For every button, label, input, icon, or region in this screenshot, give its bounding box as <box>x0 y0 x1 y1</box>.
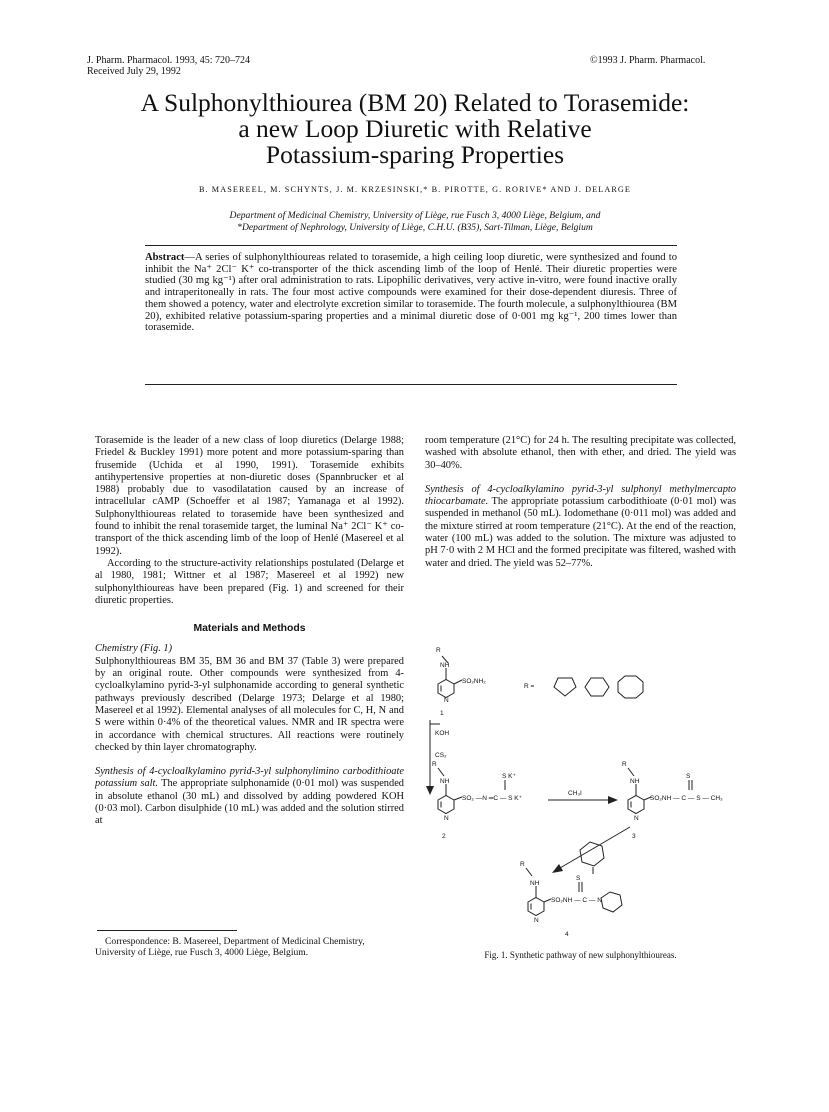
c1-r-label: R <box>436 647 441 654</box>
left-column <box>95 435 404 828</box>
footnote-rule <box>97 930 237 931</box>
intro-paragraph-1: Torasemide is the leader of a new class of loop diuretics (Delarge 1988; Friedel & Buckley 1991) more potent and more potassium-sparing than frusemide (Uchida et al 1990, 1991). Torasemide exhibits antihypertensive properties at non-diuretic doses (Spannbrucker et al 1988) probably due to vasodilatation caused by an increase of intracellular cAMP (Schoeffer et al 1987; Yamanaga et al 1992). Sulphonylthioureas related to torasemide have been synthesized and found to inhibit the renal torasemide target, the luminal Na⁺ 2Cl⁻ K⁺ co-transport of the thick ascending limb of the loop of Henlé (Masereel et al 1992). <box>95 435 404 557</box>
compound-1-number: 1 <box>440 710 444 717</box>
subsection-chemistry: Chemistry (Fig. 1) <box>95 643 173 655</box>
compound-2-number: 2 <box>442 833 446 840</box>
synthesis-1-heading: Synthesis of 4-cycloalkylamino pyrid-3-yl sulphonylimino carbodithioate potassium salt. <box>95 766 404 790</box>
intro-paragraph-2: According to the structure-activity relationships postulated (Delarge et al 1980, 1981; Wittner et al 1987; Masereel et al 1992) new sulphonylthioureas have been prepared (Fig. 1) and screened for their diuretic properties. <box>95 557 404 606</box>
synthesis-paragraph-2 <box>425 484 736 570</box>
abstract-top-rule <box>145 245 677 246</box>
c4-s-label: S <box>576 875 581 882</box>
right-column <box>425 435 736 570</box>
c4-r-label: R <box>520 861 525 868</box>
affiliation-1: Department of Medicinal Chemistry, University of Liège, rue Fusch 3, 4000 Liège, Belgium, and <box>229 210 601 221</box>
journal-citation: J. Pharm. Pharmacol. 1993, 45: 720–724 <box>87 55 251 66</box>
synthesis-paragraph-1 <box>95 766 404 827</box>
piperidinyl-ring <box>601 892 622 912</box>
cyclohexyl-ring <box>585 678 609 696</box>
koh-label: KOH <box>435 730 450 737</box>
authors: B. MASEREEL, M. SCHYNTS, J. M. KRZESINSKI,* B. PIROTTE, G. RORIVE* AND J. DELARGE <box>198 185 632 194</box>
r-equals-label: R = <box>524 683 535 690</box>
cyclopentyl-ring <box>554 678 576 696</box>
c4-nh-label: NH <box>530 880 540 887</box>
synthesis-1-text: The appropriate sulphonamide (0·01 mol) was suspended in absolute ethanol (30 mL) and dissolved by adding powdered KOH (0·03 mol). Carbon disulphide (10 mL) was added and the solution stirred at <box>95 778 404 827</box>
compound-3-number: 3 <box>632 833 636 840</box>
chemistry-paragraph: Sulphonylthioureas BM 35, BM 36 and BM 37 (Table 3) were prepared by an original route. Other compounds were synthesized from 4-cycloalkylamino pyrid-3-yl sulphonamide according to general synthetic pathways previously described (Delarge 1973; Delarge et al 1980; Masereel et al 1992). Elemental analyses of all molecules for C, H, N and S were within 0·4% of the theoretical values. NMR and IR spectra were in accordance with chemical structures. All reactions were routinely checked by thin layer chromatography. <box>95 655 404 753</box>
c1-so2nh2-label: SO₂NH₂ <box>462 678 486 685</box>
synthesis-2-heading: Synthesis of 4-cycloalkylamino pyrid-3-yl sulphonyl methylmercapto thiocarbamate. <box>425 483 736 508</box>
compound-4-number: 4 <box>565 931 569 938</box>
ch3i-label: CH₃I <box>568 790 582 797</box>
c1-n-label: N <box>444 697 449 704</box>
c2-n-label: N <box>444 815 449 822</box>
pyridine-ring-3 <box>628 796 644 814</box>
arrowhead-2-to-3 <box>608 796 618 804</box>
figure-caption: Fig. 1. Synthetic pathway of new sulphonylthioureas. <box>484 950 677 960</box>
abstract-text: —A series of sulphonylthioureas related to torasemide, a high ceiling loop diuretic, were synthesized and found to inhibit the Na⁺ 2Cl⁻ K⁺ co-transporter of the thick ascending limb of the loop of Henlé. Their diuretic properties were studied (30 mg kg⁻¹) after oral administration to rats. Lipophilic derivatives, very active in-vitro, were found inactive orally and intraperitoneally in rats. The four most active compounds were examined for their dose-dependent diuresis. Three of them showed a potency, water and electrolyte excretion similar to torasemide. The fourth molecule, a sulphonylthiourea (BM 20), exhibited relative potassium-sparing properties and a minimal diuretic dose of 0·001 mg kg⁻¹, 200 times lower than torasemide. <box>145 252 677 334</box>
pyridine-ring-2 <box>438 796 454 814</box>
title-line-2: a new Loop Diuretic with Relative <box>238 114 592 143</box>
correspondence-footnote: Correspondence: B. Masereel, Department of Medicinal Chemistry, University of Liège, rue Fusch 3, 4000 Liège, Belgium. <box>95 936 365 958</box>
pyridine-ring-1 <box>438 680 454 698</box>
c2-r-label: R <box>432 761 437 768</box>
pyridine-ring-4 <box>528 898 544 916</box>
affiliation-2: *Department of Nephrology, University of Liège, C.H.U. (B35), Sart-Tilman, Liège, Belgium <box>237 222 593 233</box>
copyright: ©1993 J. Pharm. Pharmacol. <box>590 55 706 66</box>
title-line-1: A Sulphonylthiourea (BM 20) Related to Torasemide: <box>140 88 690 117</box>
arrowhead-3-to-4 <box>552 864 563 873</box>
synthesis-2-text: The appropriate potassium carbodithioate (0·01 mol) was suspended in methanol (50 mL). Iodomethane (0·011 mol) was added and the mixture stirred at room temperature (21°C). At the end of the reaction, water (100 mL) was added to the solution. The mixture was adjusted to pH 7·0 with 2 M HCl and the formed precipitate was filtered, washed with water and dried. The yield was 52–77%. <box>425 496 736 569</box>
cycloheptyl-ring <box>618 676 643 698</box>
c1-nh-label: NH <box>440 662 450 669</box>
section-heading: Materials and Methods <box>193 623 306 635</box>
c4-chain-label: SO₂NH — C — N <box>551 897 602 904</box>
synthesis-scheme-figure <box>420 640 740 940</box>
c3-chain-label: SO₂NH — C — S — CH₃ <box>650 795 723 802</box>
c2-s-k-label: S K⁺ <box>502 773 516 780</box>
cs2-label: CS₂ <box>435 752 447 759</box>
c3-n-label: N <box>634 815 639 822</box>
received-date: Received July 29, 1992 <box>87 66 181 77</box>
article-title <box>60 90 770 168</box>
arrow-3-to-4 <box>560 827 630 868</box>
arrowhead-1-to-2 <box>426 786 434 795</box>
synthesis-continued: room temperature (21°C) for 24 h. The resulting precipitate was collected, washed with absolute ethanol, then with ether, and dried. The yield was 30–40%. <box>425 435 736 471</box>
c3-nh-label: NH <box>630 778 640 785</box>
c3-s-label: S <box>686 773 691 780</box>
c2-chain-label: SO₂ —N ═C — S K⁺ <box>462 795 523 802</box>
title-line-3: Potassium-sparing Properties <box>265 140 565 169</box>
c3-r-label: R <box>622 761 627 768</box>
affiliations <box>90 210 740 234</box>
abstract-label: Abstract <box>145 252 185 263</box>
abstract <box>145 252 677 334</box>
c2-nh-label: NH <box>440 778 450 785</box>
c4-n-label: N <box>534 917 539 924</box>
abstract-bottom-rule <box>145 384 677 385</box>
